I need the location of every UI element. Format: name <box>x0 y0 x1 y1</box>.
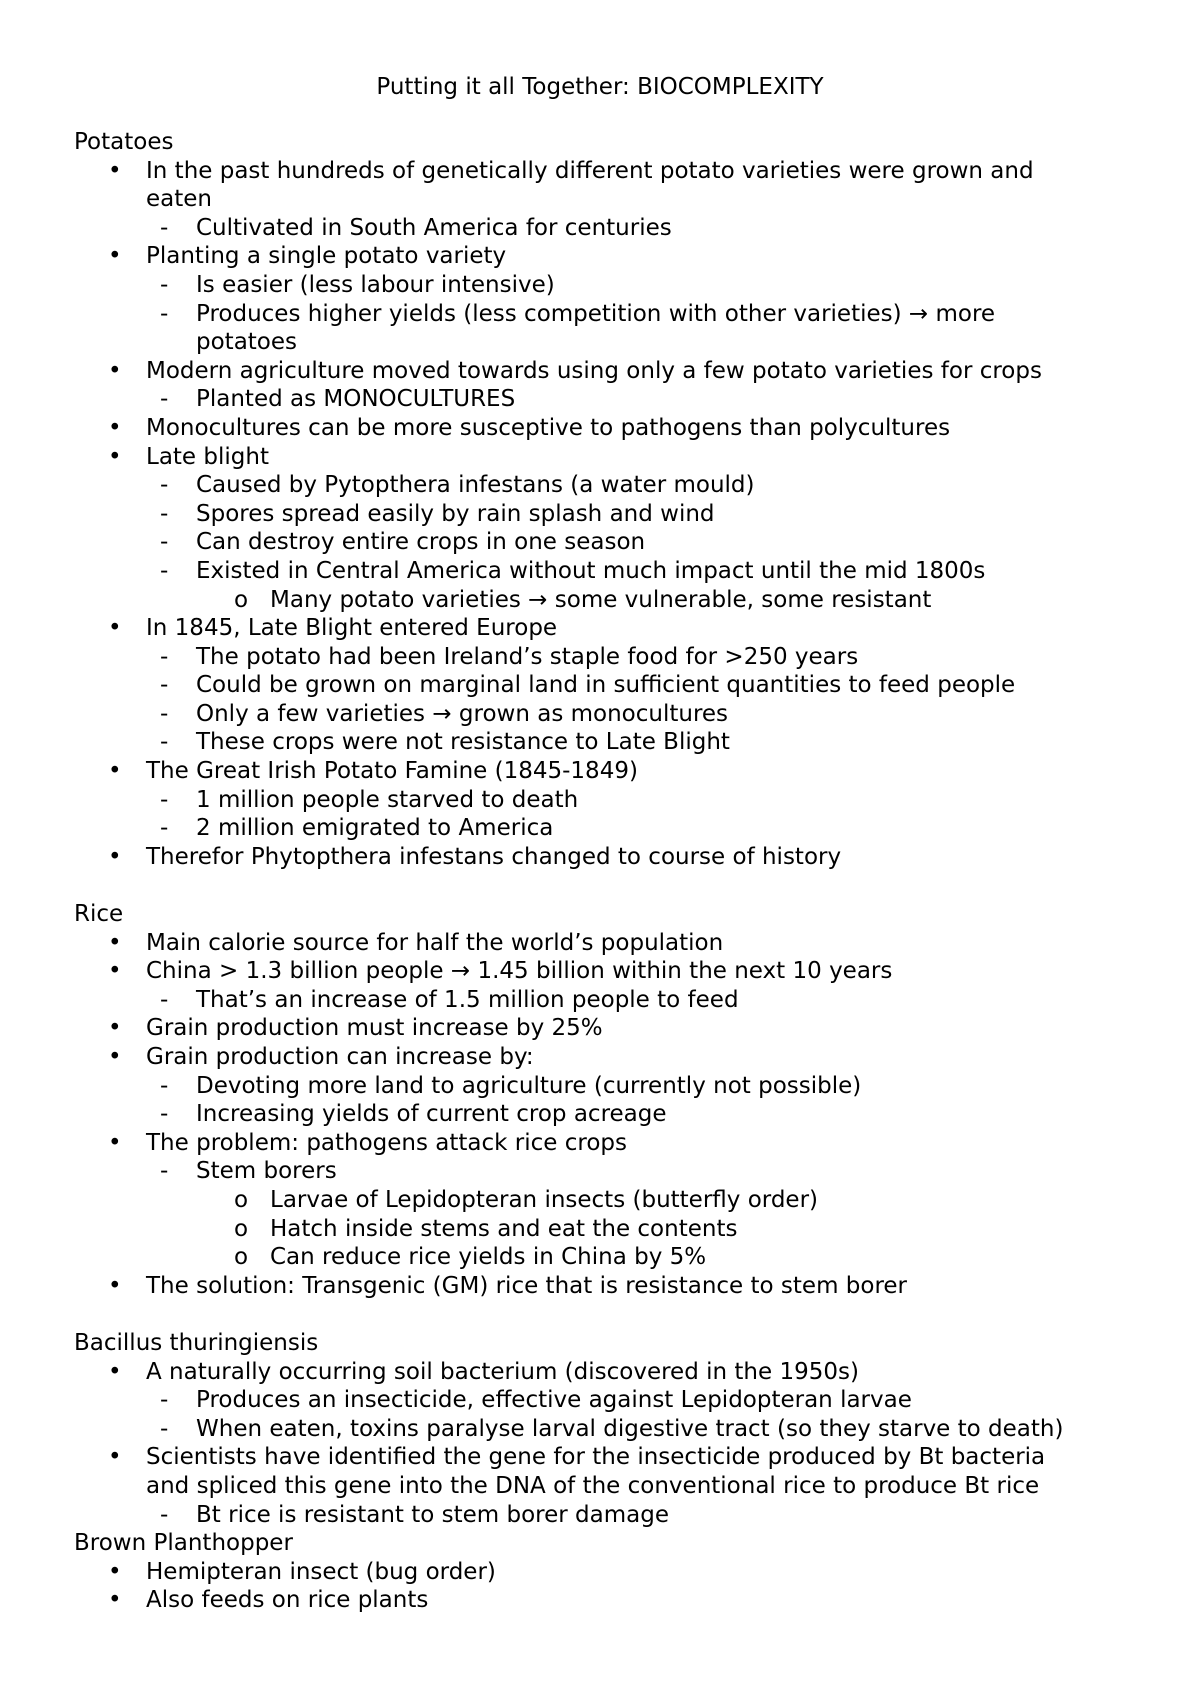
list-item <box>74 214 1154 243</box>
bullet-marker: • <box>108 157 122 184</box>
list-item <box>74 1072 1154 1101</box>
dash-marker: - <box>160 557 169 584</box>
list-item <box>74 1443 1154 1472</box>
list-item <box>74 528 1154 557</box>
bullet-marker: • <box>108 357 122 384</box>
line-text: Stem borers <box>196 1158 337 1185</box>
line-text: The solution: Transgenic (GM) rice that is resistance to stem borer <box>146 1272 908 1299</box>
bullet-marker: • <box>108 758 122 785</box>
document-body <box>74 128 1154 1615</box>
list-item <box>74 385 1154 414</box>
list-item <box>74 443 1154 472</box>
line-text: The problem: pathogens attack rice crops <box>146 1129 628 1156</box>
line-text: When eaten, toxins paralyse larval digestive tract (so they starve to death) <box>196 1415 1064 1442</box>
dash-marker: - <box>160 1072 169 1099</box>
line-text: Monocultures can be more susceptive to pathogens than polycultures <box>146 414 951 441</box>
line-text: Planting a single potato variety <box>146 243 507 270</box>
list-item <box>74 728 1154 757</box>
list-item <box>74 1014 1154 1043</box>
list-item <box>74 1272 1154 1301</box>
list-item <box>74 1358 1154 1387</box>
dash-marker: - <box>160 1501 169 1528</box>
line-text: Many potato varieties → some vulnerable, some resistant <box>270 586 932 613</box>
list-item <box>74 757 1154 786</box>
line-text: Planted as MONOCULTURES <box>196 386 516 413</box>
dash-marker: - <box>160 300 169 327</box>
section-heading <box>74 1329 1154 1358</box>
dash-marker: - <box>160 643 169 670</box>
bullet-marker: • <box>108 243 122 270</box>
line-text: Brown Planthopper <box>74 1530 293 1557</box>
list-item <box>74 843 1154 872</box>
list-item <box>74 700 1154 729</box>
circle-marker: o <box>234 1186 249 1213</box>
bullet-marker: • <box>108 1129 122 1156</box>
bullet-marker: • <box>108 843 122 870</box>
dash-marker: - <box>160 1101 169 1128</box>
dash-marker: - <box>160 986 169 1013</box>
line-text: A naturally occurring soil bacterium (discovered in the 1950s) <box>146 1358 859 1385</box>
list-item <box>74 929 1154 958</box>
list-item <box>74 1129 1154 1158</box>
section-heading <box>74 128 1154 157</box>
line-text: China > 1.3 billion people → 1.45 billion within the next 10 years <box>146 958 893 985</box>
bullet-marker: • <box>108 1558 122 1585</box>
line-text: Late blight <box>146 443 269 470</box>
list-item <box>74 1100 1154 1129</box>
list-item <box>74 957 1154 986</box>
list-item-continuation <box>74 328 1154 357</box>
list-item <box>74 414 1154 443</box>
line-text: 2 million emigrated to America <box>196 815 554 842</box>
list-item <box>74 786 1154 815</box>
document-title: Putting it all Together: BIOCOMPLEXITY <box>376 74 824 100</box>
list-item <box>74 157 1154 186</box>
dash-marker: - <box>160 786 169 813</box>
line-text: Hemipteran insect (bug order) <box>146 1558 496 1585</box>
line-text: Could be grown on marginal land in sufficient quantities to feed people <box>196 672 1016 699</box>
line-text: Caused by Pytopthera infestans (a water mould) <box>196 472 755 499</box>
list-item <box>74 986 1154 1015</box>
bullet-marker: • <box>108 1044 122 1070</box>
dash-marker: - <box>160 271 169 298</box>
bullet-marker: • <box>108 958 122 985</box>
dash-marker: - <box>160 729 169 756</box>
line-text: Can destroy entire crops in one season <box>196 529 646 556</box>
line-text: Is easier (less labour intensive) <box>196 271 555 298</box>
list-item <box>74 357 1154 386</box>
line-text: The potato had been Ireland’s staple food for >250 years <box>196 643 859 670</box>
dash-marker: - <box>160 214 169 241</box>
line-text: Scientists have identified the gene for the insecticide produced by Bt bacteria <box>146 1444 1046 1471</box>
dash-marker: - <box>160 672 169 699</box>
line-text: Main calorie source for half the world’s population <box>146 929 724 956</box>
line-text: In 1845, Late Blight entered Europe <box>146 615 558 642</box>
bullet-marker: • <box>108 1015 122 1042</box>
list-item <box>74 1215 1154 1244</box>
line-text: Only a few varieties → grown as monocultures <box>196 700 729 727</box>
line-text: That’s an increase of 1.5 million people to feed <box>196 986 739 1013</box>
list-item <box>74 1186 1154 1215</box>
blank-line <box>74 871 1154 900</box>
bullet-marker: • <box>108 1444 122 1471</box>
list-item <box>74 1415 1154 1444</box>
line-text: Existed in Central America without much impact until the mid 1800s <box>196 557 986 584</box>
bullet-marker: • <box>108 1358 122 1385</box>
line-text: Devoting more land to agriculture (currently not possible) <box>196 1072 862 1099</box>
line-text: Bacillus thuringiensis <box>74 1329 319 1356</box>
line-text: 1 million people starved to death <box>196 786 579 813</box>
line-text: Produces higher yields (less competition with other varieties) → more <box>196 300 996 327</box>
line-text: In the past hundreds of genetically different potato varieties were grown and <box>146 157 1034 184</box>
list-item <box>74 242 1154 271</box>
list-item <box>74 471 1154 500</box>
section-heading <box>74 900 1154 929</box>
dash-marker: - <box>160 1387 169 1414</box>
line-text: Larvae of Lepidopteran insects (butterfly order) <box>270 1186 819 1213</box>
list-item <box>74 614 1154 643</box>
bullet-marker: • <box>108 414 122 441</box>
line-text: Grain production can increase by: <box>146 1044 534 1070</box>
dash-marker: - <box>160 529 169 556</box>
blank-line <box>74 1300 1154 1329</box>
dash-marker: - <box>160 815 169 842</box>
list-item <box>74 1157 1154 1186</box>
list-item <box>74 557 1154 586</box>
line-text: Grain production must increase by 25% <box>146 1015 603 1042</box>
bullet-marker: • <box>108 929 122 956</box>
section-heading <box>74 1529 1154 1558</box>
line-text: These crops were not resistance to Late Blight <box>196 729 730 756</box>
bullet-marker: • <box>108 1272 122 1299</box>
line-text: Therefor Phytopthera infestans changed to course of history <box>146 843 842 870</box>
line-text: potatoes <box>196 329 298 356</box>
line-text: The Great Irish Potato Famine (1845-1849) <box>146 758 638 785</box>
dash-marker: - <box>160 500 169 527</box>
line-text: Rice <box>74 901 124 928</box>
line-text: Bt rice is resistant to stem borer damage <box>196 1501 669 1528</box>
line-text: Cultivated in South America for centuries <box>196 214 672 241</box>
dash-marker: - <box>160 700 169 727</box>
line-text: Hatch inside stems and eat the contents <box>270 1215 738 1242</box>
line-text: eaten <box>146 186 212 213</box>
line-text: and spliced this gene into the DNA of the conventional rice to produce Bt rice <box>146 1472 1040 1499</box>
line-text: Increasing yields of current crop acreage <box>196 1101 667 1128</box>
dash-marker: - <box>160 1415 169 1442</box>
list-item-continuation <box>74 1472 1154 1501</box>
circle-marker: o <box>234 1215 249 1242</box>
list-item <box>74 300 1154 329</box>
circle-marker: o <box>234 1244 249 1271</box>
list-item <box>74 1586 1154 1615</box>
list-item <box>74 671 1154 700</box>
bullet-marker: • <box>108 443 122 470</box>
dash-marker: - <box>160 1158 169 1185</box>
list-item <box>74 271 1154 300</box>
line-text: Can reduce rice yields in China by 5% <box>270 1244 707 1271</box>
line-text: Potatoes <box>74 129 174 155</box>
line-text: Modern agriculture moved towards using only a few potato varieties for crops <box>146 357 1042 384</box>
line-text: Produces an insecticide, effective against Lepidopteran larvae <box>196 1387 912 1414</box>
list-item <box>74 1043 1154 1072</box>
list-item <box>74 643 1154 672</box>
bullet-marker: • <box>108 615 122 642</box>
list-item <box>74 1558 1154 1587</box>
list-item <box>74 586 1154 615</box>
list-item <box>74 814 1154 843</box>
circle-marker: o <box>234 586 249 613</box>
line-text: Also feeds on rice plants <box>146 1587 429 1614</box>
list-item-continuation <box>74 185 1154 214</box>
bullet-marker: • <box>108 1587 122 1614</box>
line-text: Spores spread easily by rain splash and wind <box>196 500 715 527</box>
list-item <box>74 1243 1154 1272</box>
list-item <box>74 500 1154 529</box>
list-item <box>74 1386 1154 1415</box>
dash-marker: - <box>160 472 169 499</box>
dash-marker: - <box>160 386 169 413</box>
list-item <box>74 1501 1154 1530</box>
